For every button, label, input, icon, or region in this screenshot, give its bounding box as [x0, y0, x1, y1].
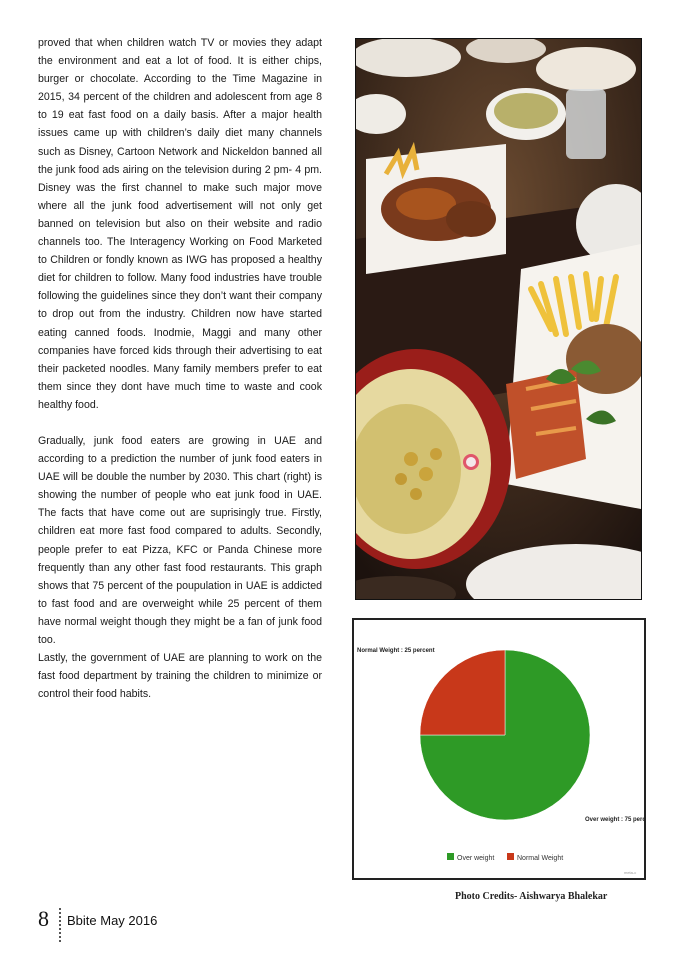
article-paragraph: proved that when children watch TV or movies they adapt the environment and eat a lot of food. It is either chips, burger or chocolate. According to the Time Magazine in 2015, 34 percent of the children and adolescent from age 8 to 19 eat fast food on a daily basis. After a major health issues came up with children’s daily diet many channels such as Disney, Cartoon Network and Nickeldon banned all the junk food ads airing on the television during 2 pm- 4 pm. Disney was the first channel to make such major move where all the junk food advertisement will not only get banned on television but also on their website and radio channels too. The Interagency Working on Food Marketed to Children or fondly known as IWG has proposed a healthy diet for children to follow. Many food industries have trouble following the guidelines since they don’t want their company to drop out from the industry. Children now have started eating canned foods. Inodmie, Maggi and many other companies have forced kids through their advertising to eat their packeted noodles. Many family members prefer to eat them since they dont have much time to waste and cook healthy food. — [38, 37, 322, 411]
pie-slice-normal-weight — [420, 650, 505, 735]
legend-swatch-over-weight — [447, 853, 454, 860]
article-body — [38, 34, 322, 703]
legend-label-normal-weight: Normal Weight — [517, 855, 564, 862]
article-paragraph: Gradually, junk food eaters are growing in UAE and according to a prediction the number of junk food eaters in UAE will be double the number by 2030. This chart (right) is showing the number of people who eat junk food in UAE. The facts that have come out are suprisingly true. Firstly, children eat more fast food compared to adults. Secondly, people prefer to eat Pizza, KFC or Panda Chinese more frequently than any other fast food restaurants. This graph shows that 75 percent of the poupulation in UAE is addicted to fast food and are overweight while 25 percent of them have normal weight though they might be a fan of junk food too. — [38, 434, 322, 646]
slice-label-normal-weight: Normal Weight : 25 percent — [357, 648, 435, 654]
legend-label-over-weight: Over weight — [457, 855, 495, 862]
weight-pie-chart — [352, 618, 646, 880]
article-paragraph: Lastly, the government of UAE are planning to work on the fast food department by training the children to minimize or control their food habits. — [38, 652, 322, 701]
food-photo — [355, 38, 642, 600]
page-number: 8 — [38, 906, 49, 931]
photo-credit: Photo Credits- Aishwarya Bhalekar — [455, 891, 608, 902]
food-photo-illustration — [356, 39, 641, 599]
legend-swatch-normal-weight — [507, 853, 514, 860]
chart-legend — [447, 853, 563, 862]
footer-divider — [59, 908, 61, 942]
chart-watermark: meta-c — [624, 870, 637, 875]
slice-label-over-weight: Over weight : 75 perc — [585, 817, 644, 823]
magazine-issue: Bbite May 2016 — [67, 913, 158, 928]
pie-chart-svg — [354, 620, 644, 878]
